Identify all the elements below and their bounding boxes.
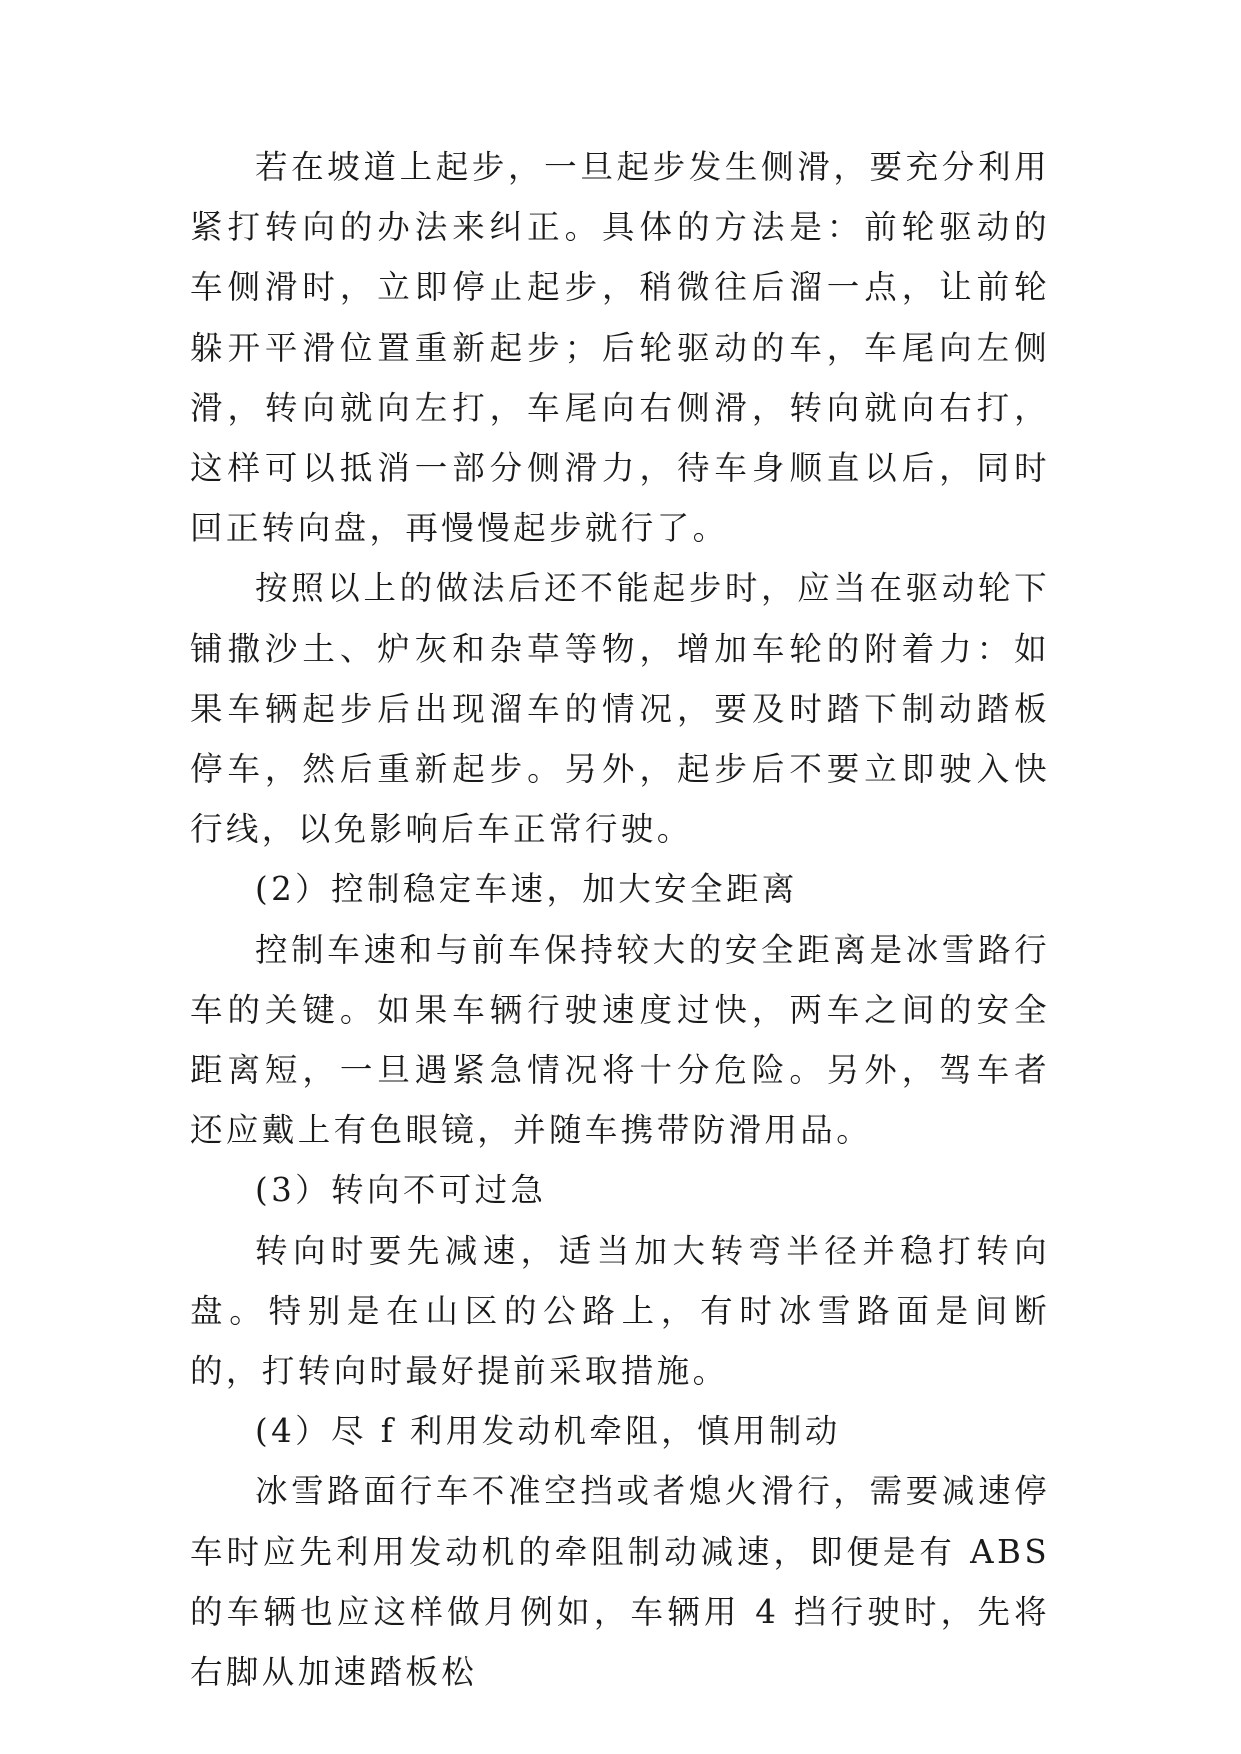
- section-heading-speed-control: (2）控制稳定车速，加大安全距离: [255, 870, 798, 909]
- paragraph-uphill-start: 若在坡道上起步，一旦起步发生侧滑，要充分利用紧打转向的办法来纠正。具体的方法是：前轮驱动的车侧滑时，立即停止起步，稍微往后溜一点，让前轮躲开平滑位置重新起步；后轮驱动的车，车尾向左侧滑，转向就向左打，车尾向右侧滑，转向就向右打，这样可以抵消一部分侧滑力，待车身顺直以后，同时回正转向盘，再慢慢起步就行了。: [190, 148, 1050, 548]
- section-heading-steering: (3）转向不可过急: [255, 1171, 547, 1210]
- paragraph-cannot-start: 按照以上的做法后还不能起步时，应当在驱动轮下铺撒沙土、炉灰和杂草等物，增加车轮的附着力：如果车辆起步后出现溜车的情况，要及时踏下制动踏板停车，然后重新起步。另外，起步后不要立即驶入快行线，以免影响后车正常行驶。: [190, 569, 1050, 849]
- document-body: [190, 137, 1050, 1702]
- paragraph-speed-control: 控制车速和与前车保持较大的安全距离是冰雪路行车的关键。如果车辆行驶速度过快，两车之间的安全距离短，一旦遇紧急情况将十分危险。另外，驾车者还应戴上有色眼镜，并随车携带防滑用品。: [190, 930, 1050, 1150]
- paragraph-engine-braking: 冰雪路面行车不准空挡或者熄火滑行，需要减速停车时应先利用发动机的牵阻制动减速，即便是有 ABS 的车辆也应这样做月例如，车辆用 4 挡行驶时，先将右脚从加速踏板松: [190, 1472, 1050, 1692]
- section-heading-engine-braking: (4）尽 f 利用发动机牵阻，慎用制动: [255, 1412, 841, 1451]
- paragraph-steering: 转向时要先减速，适当加大转弯半径并稳打转向盘。特别是在山区的公路上，有时冰雪路面是间断的，打转向时最好提前采取措施。: [190, 1231, 1050, 1391]
